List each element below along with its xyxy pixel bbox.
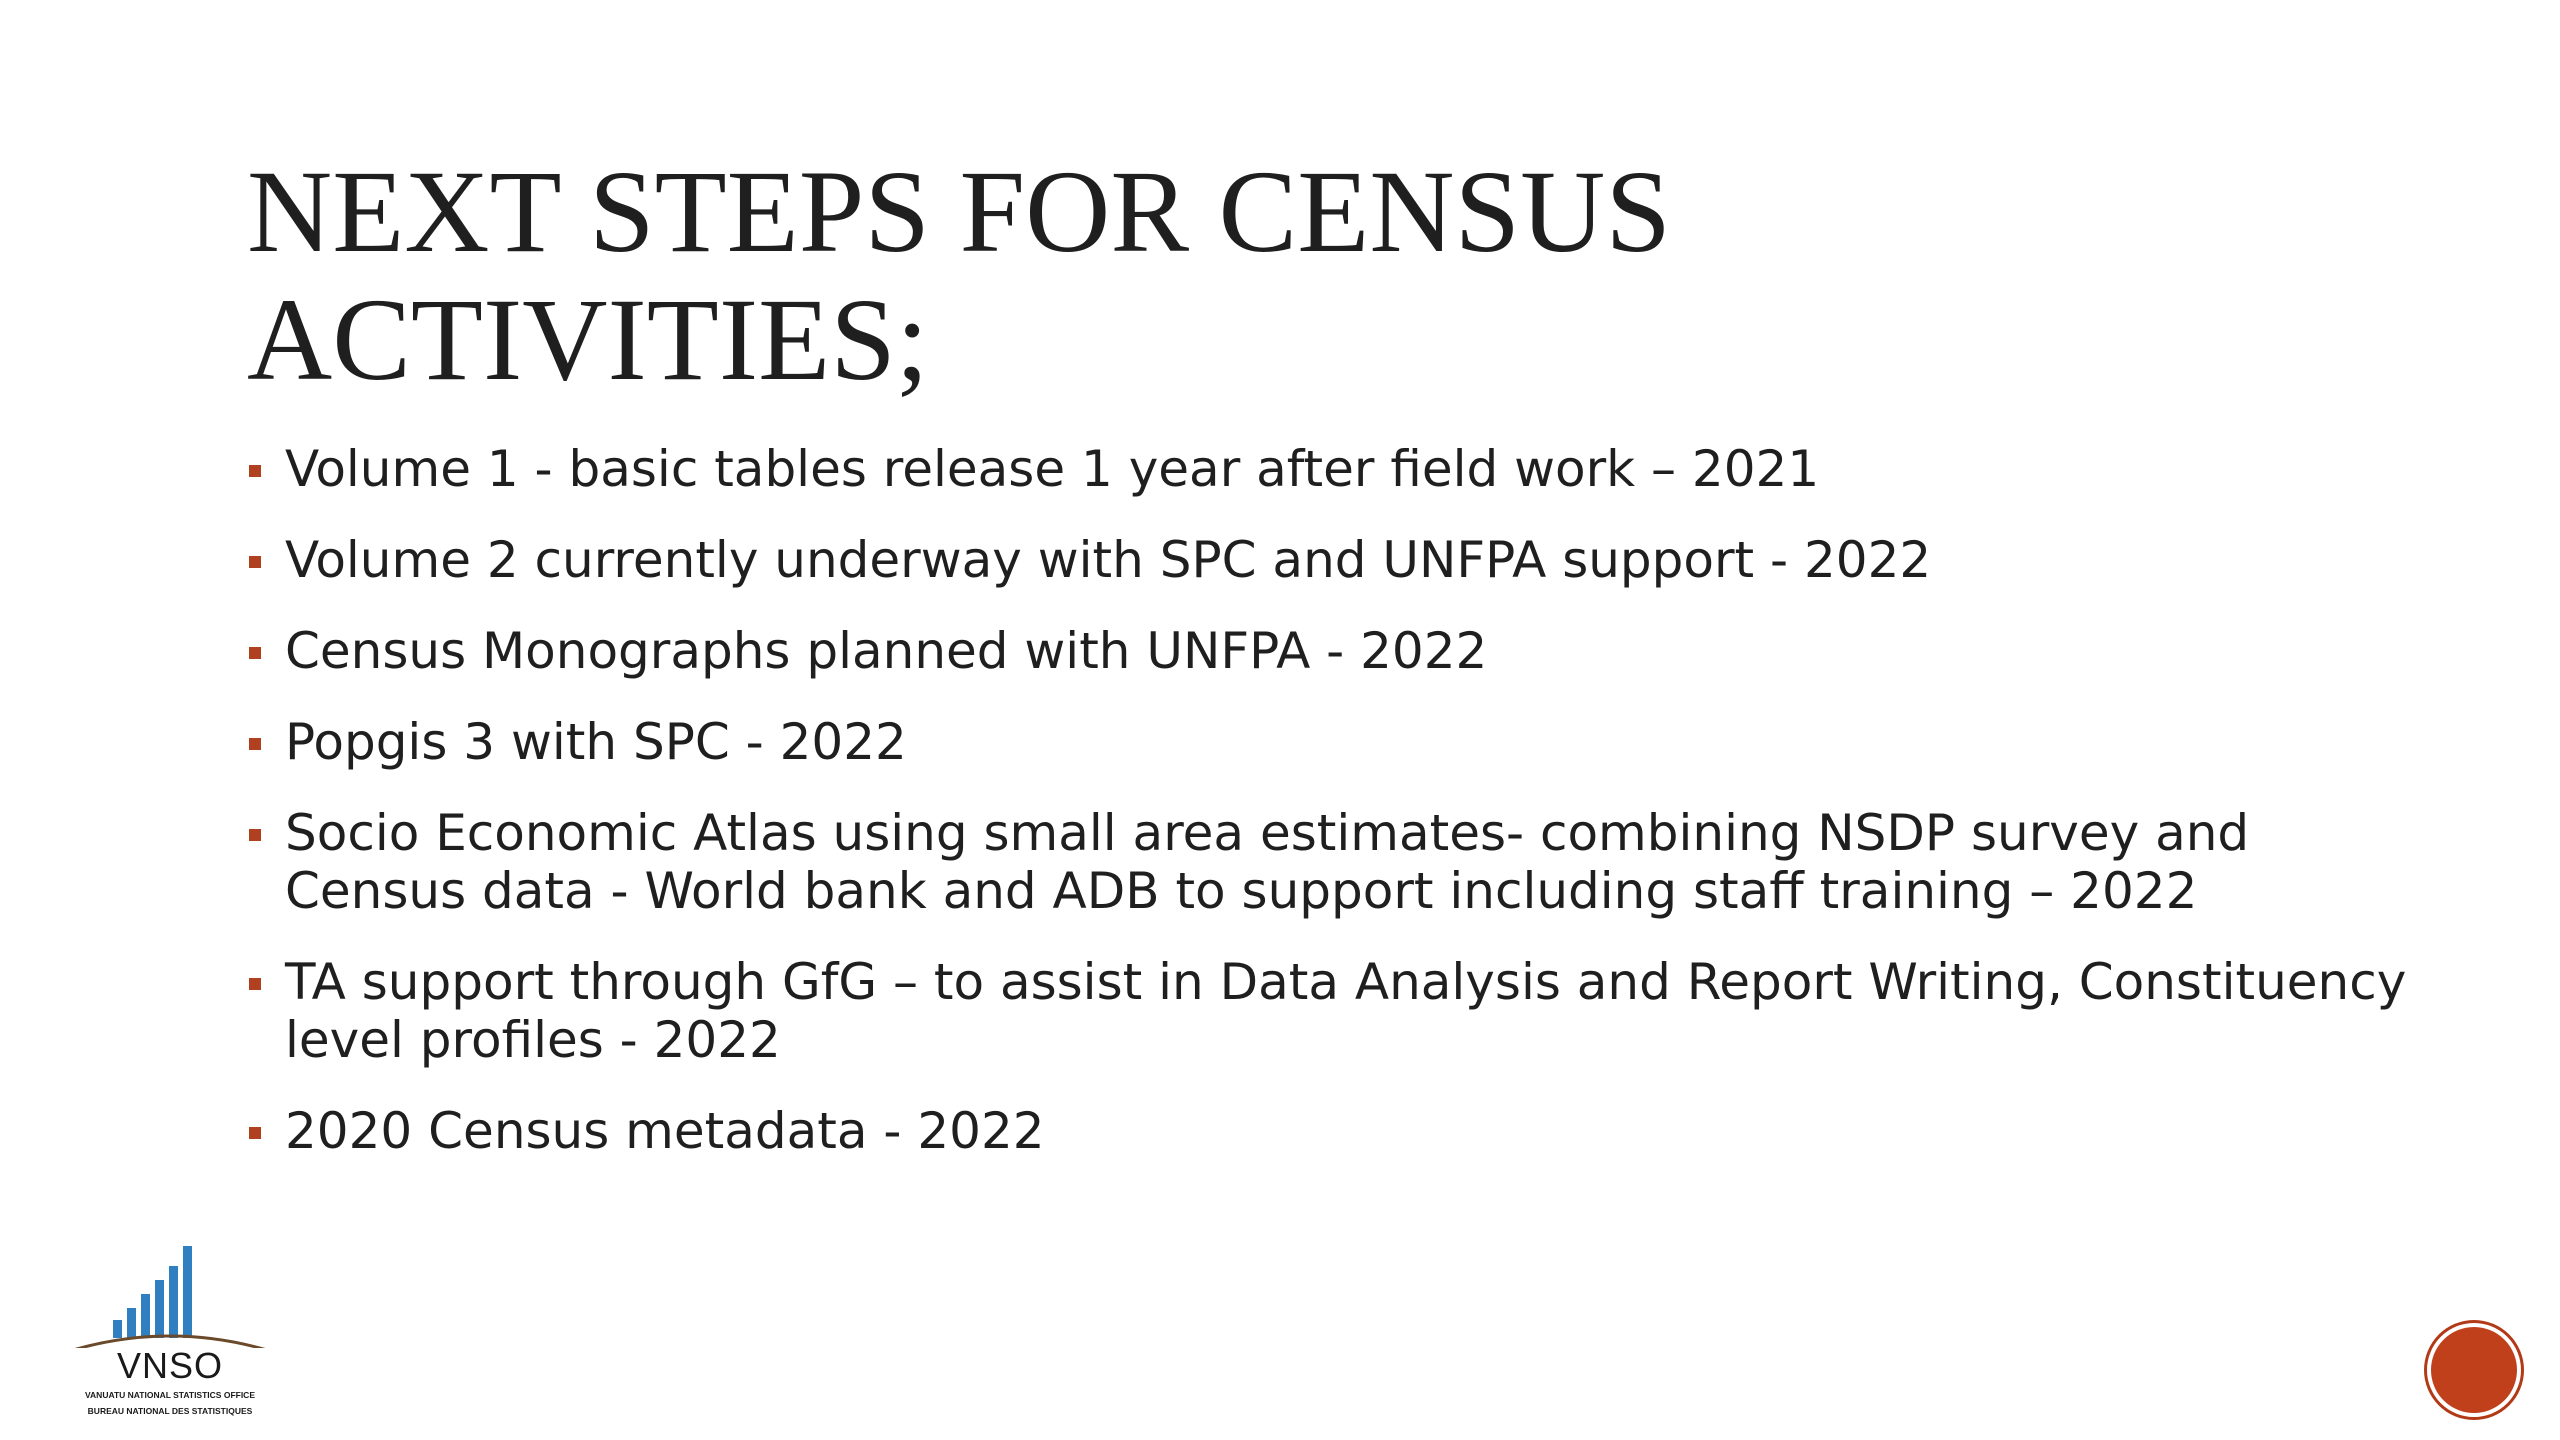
square-bullet-icon [249, 1127, 261, 1139]
square-bullet-icon [249, 738, 261, 750]
square-bullet-icon [249, 978, 261, 990]
bullet-item-atlas [248, 804, 2428, 920]
bullet-item-volume-1 [248, 440, 2428, 498]
bullet-text: Census Monographs planned with UNFPA - 2022 [285, 622, 1488, 680]
bullet-text: Socio Economic Atlas using small area estimates- combining NSDP survey and Census data - World bank and ADB to support including staff training – 2022 [285, 804, 2250, 920]
bullet-text: TA support through GfG – to assist in Data Analysis and Report Writing, Constituency level profiles - 2022 [285, 953, 2407, 1069]
bullet-text: Volume 2 currently underway with SPC and UNFPA support - 2022 [285, 531, 1932, 589]
bullet-item-monographs [248, 622, 2428, 680]
slide-title-line-2: ACTIVITIES; [247, 274, 929, 405]
bullet-item-volume-2 [248, 531, 2428, 589]
logo-subtitle-en: VANUATU NATIONAL STATISTICS OFFICE [85, 1390, 255, 1400]
square-bullet-icon [249, 647, 261, 659]
slide-title-line-1: NEXT STEPS FOR CENSUS [247, 146, 1672, 277]
bullet-text: 2020 Census metadata - 2022 [285, 1102, 1045, 1160]
bullet-text: Popgis 3 with SPC - 2022 [285, 713, 907, 771]
bar-chart-logo-icon [55, 1238, 285, 1348]
logo-name: VNSO [116, 1345, 224, 1386]
bullet-item-metadata [248, 1102, 2428, 1160]
bullet-list [248, 440, 2428, 1193]
square-bullet-icon [249, 556, 261, 568]
bullet-item-popgis [248, 713, 2428, 771]
slide-title [247, 148, 2347, 404]
logo-subtitle-fr: BUREAU NATIONAL DES STATISTIQUES [87, 1406, 253, 1416]
bullet-item-ta-support [248, 953, 2428, 1069]
square-bullet-icon [249, 465, 261, 477]
vnso-logo [55, 1238, 285, 1423]
square-bullet-icon [249, 829, 261, 841]
bullet-text: Volume 1 - basic tables release 1 year after field work – 2021 [285, 440, 1820, 498]
page-number-badge [2427, 1323, 2521, 1417]
